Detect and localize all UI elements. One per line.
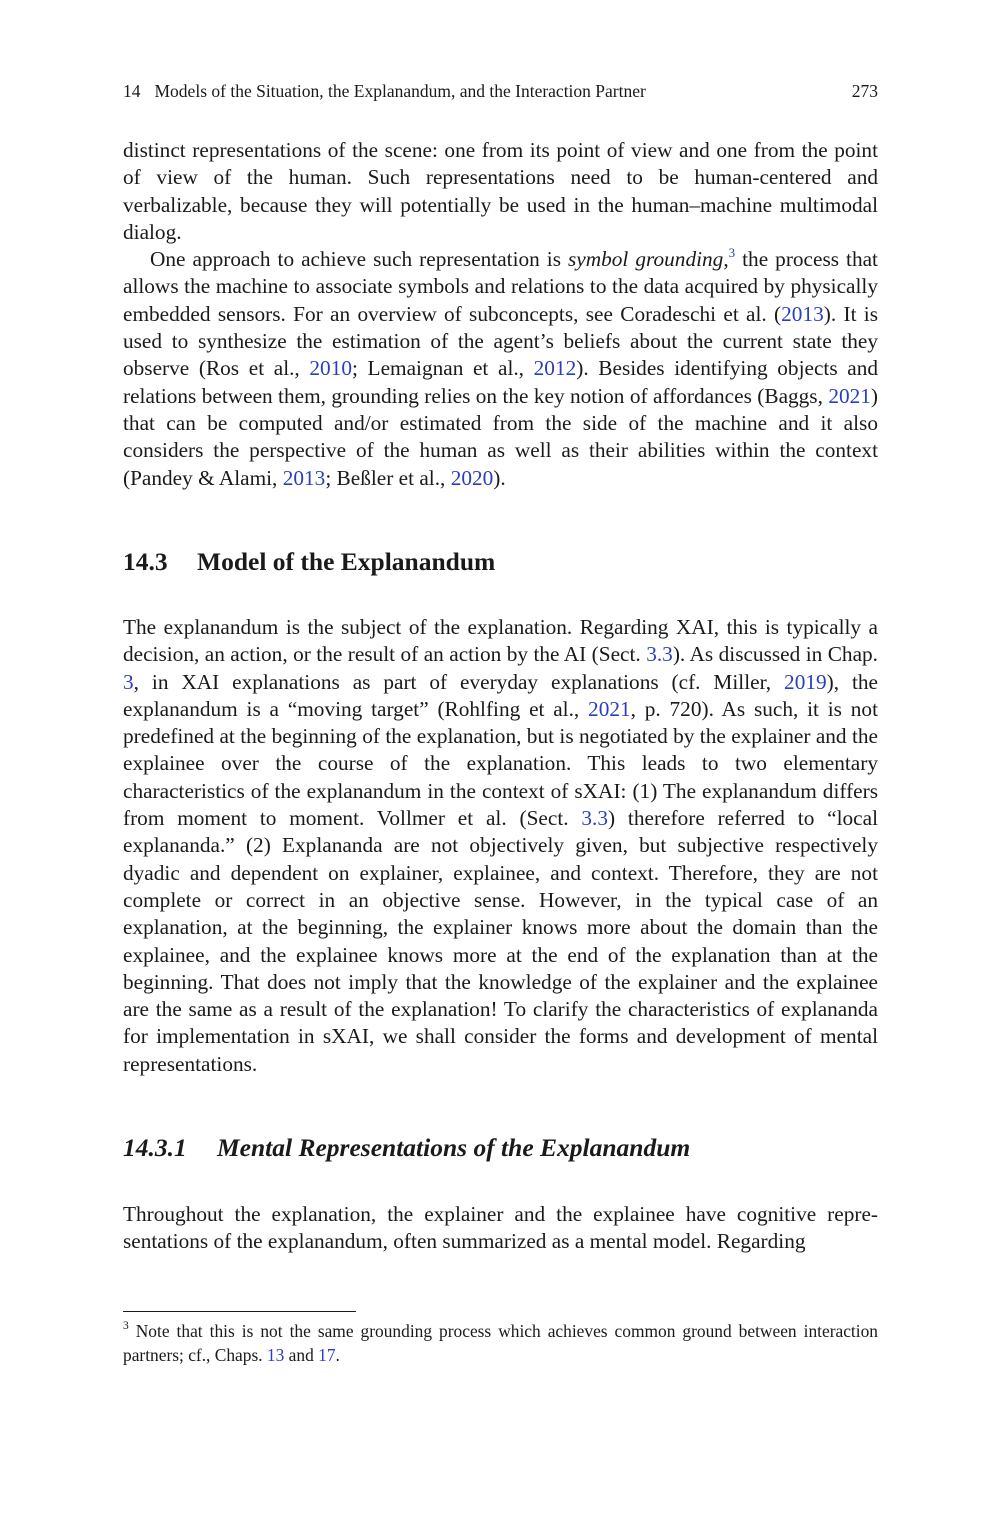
citation-link[interactable]: 2021	[588, 696, 631, 721]
footnote-mark: 3	[123, 1320, 129, 1333]
text-block-mental-representations	[123, 1201, 878, 1256]
paragraph-explanandum: The explanandum is the subject of the explanation. Regarding XAI, this is typically a decision, an action, or the result of an action by the AI (Sect. 3.3). As discussed in Chap. 3, in XAI explanations as part of everyday explanations (cf. Miller, 2019), the explanandum is a “moving target” (Rohlfing et al., 2021, p. 720). As such, it is not predefined at the beginning of the explanation, but is negotiated by the explainer and the explainee over the course of the explanation. This leads to two elementary characteristics of the explanandum in the context of sXAI: (1) The explanandum differs from moment to moment. Vollmer et al. (Sect. 3.3) therefore referred to “local explananda.” (2) Explananda are not objectively given, but subjective respectively dyadic and dependent on explainer, explainee, and context. Therefore, they are not complete or correct in an objective sense. However, in the typical case of an explanation, at the beginning, the explainer knows more about the domain than the explainee, and the explainee knows more at the end of the explanation than at the beginning. That does not imply that the knowledge of the explainer and the explainee are the same as a result of the explanation! To clarify the characteristics of explananda for implementation in sXAI, we shall consider the forms and development of mental representations.	[123, 615, 878, 1076]
citation-link[interactable]: 2021	[828, 383, 871, 408]
paragraph-mental-representations: Throughout the explanation, the explainer and the explainee have cognitive repre-sentations of the explanandum, often summarized as a mental model. Regarding	[123, 1202, 878, 1254]
paragraph-symbol-grounding: One approach to achieve such representation is symbol grounding,$^3$ the process that allows the machine to associate symbols and relations to the data acquired by physically embedded sensors. For an overview of subconcepts, see Coradeschi et al. (2013). It is used to synthesize the estimation of the agent’s beliefs about the current state they observe (Ros et al., 2010; Lemaignan et al., 2012). Besides identifying objects and relations between them, grounding relies on the key notion of affordances (Baggs, 2021) that can be computed and/or estimated from the side of the machine and it also considers the perspective of the human as well as their abilities within the context (Pandey & Alami, 2013; Beßler et al., 2020).	[123, 245, 878, 490]
paragraph-continuation: distinct representations of the scene: one from its point of view and one from the point of view of the human. Such representations need to be human-centered and verbalizable, because they will potentially be used in the human–machine multimodal dialog.	[123, 138, 878, 244]
chapter-link[interactable]: 3	[123, 669, 134, 694]
footnote-divider	[123, 1311, 356, 1312]
chapter-number: 14	[123, 81, 141, 101]
subsection-number: 14.3.1	[123, 1133, 187, 1162]
text-block-intro	[123, 137, 878, 492]
citation-link[interactable]: 2013	[781, 301, 824, 326]
citation-link[interactable]: 2019	[784, 669, 827, 694]
section-number: 14.3	[123, 547, 168, 576]
section-link[interactable]: 3.3	[581, 806, 609, 831]
running-header	[123, 79, 878, 103]
section-link[interactable]: 3.3	[646, 642, 673, 667]
chapter-link[interactable]: 17	[318, 1345, 336, 1365]
citation-link[interactable]: 2020	[450, 465, 494, 490]
text-block-explanandum	[123, 614, 878, 1078]
subsection-title: Mental Representations of the Explanandum	[217, 1133, 691, 1162]
subsection-heading	[123, 1132, 690, 1164]
footnote-ref-link[interactable]: 3	[728, 245, 736, 261]
section-title: Model of the Explanandum	[197, 547, 496, 576]
term-symbol-grounding: symbol grounding	[568, 247, 724, 272]
footnote: $^3$ Note that this is not the same grounding process which achieves common ground between interaction partners; cf., Chaps. 13 and 17.	[123, 1320, 878, 1365]
citation-link[interactable]: 2010	[309, 356, 352, 381]
citation-link[interactable]: 2013	[282, 465, 326, 490]
citation-link[interactable]: 2012	[533, 356, 577, 381]
section-heading	[123, 546, 495, 578]
chapter-link[interactable]: 13	[266, 1345, 285, 1365]
running-title: Models of the Situation, the Explanandum, and the Interaction Partner	[154, 81, 646, 101]
page-number: 273	[851, 81, 878, 101]
